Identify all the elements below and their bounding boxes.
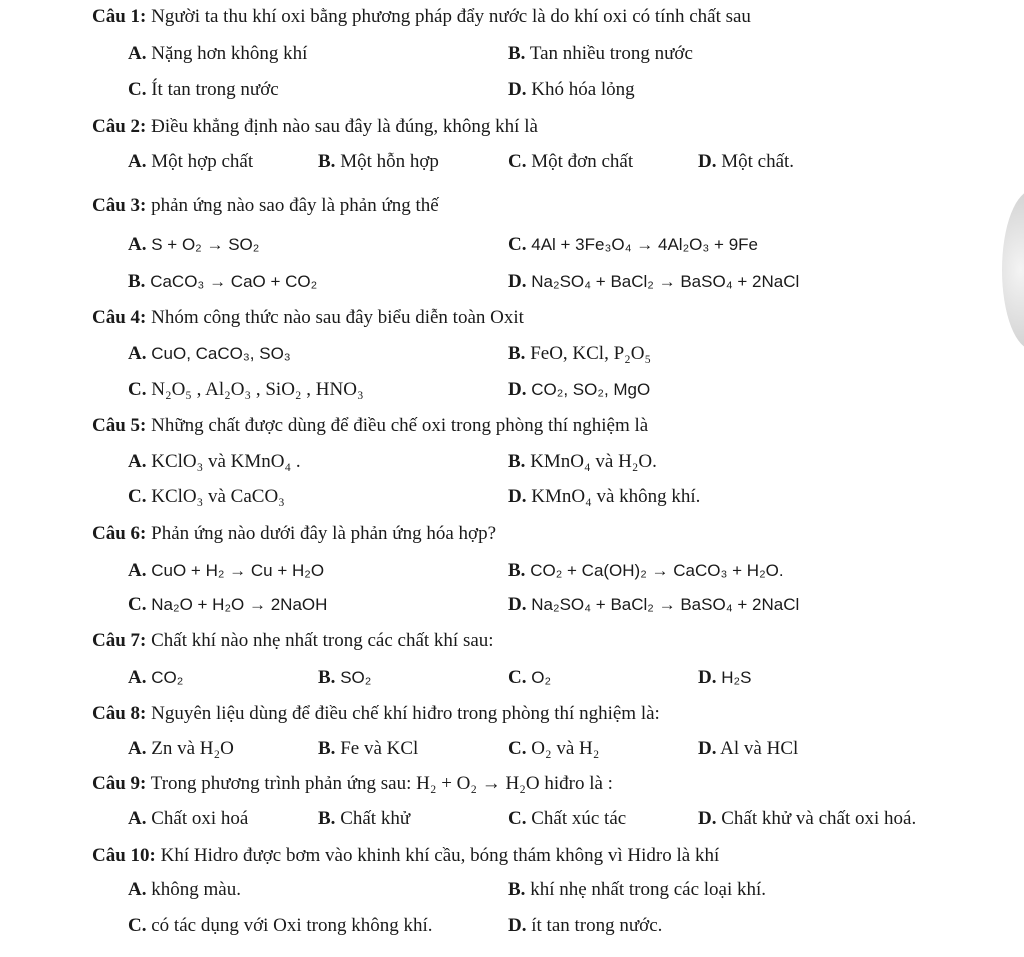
option-2c: C. Một đơn chất: [508, 151, 634, 172]
question-8: [92, 703, 660, 725]
option-8a: A. Zn và H₂O: [128, 738, 234, 759]
question-number: Câu 10:: [92, 845, 156, 866]
option-3a: A. S + O₂ → SO₂: [128, 234, 260, 255]
question-number: Câu 7:: [92, 630, 147, 651]
option-3d: D. Na₂SO₄ + BaCl₂ → BaSO₄ + 2NaCl: [508, 271, 800, 292]
option-7a: A. CO₂: [128, 667, 184, 688]
option-7b: B. SO₂: [318, 667, 372, 688]
equation: CaCO₃ → CaO + CO₂: [150, 272, 318, 291]
option-6c: C. Na₂O + H₂O → 2NaOH: [128, 594, 328, 615]
option-8c: C. O₂ và H₂: [508, 738, 600, 759]
question-number: Câu 1:: [92, 6, 147, 27]
question-text: Nguyên liệu dùng để điều chế khí hiđro trong phòng thí nghiệm là:: [146, 703, 660, 724]
question-text: Chất khí nào nhẹ nhất trong các chất khí sau:: [146, 630, 494, 651]
option-2a: A. Một hợp chất: [128, 151, 254, 172]
option-5a: A. KClO₃ và KMnO₄ .: [128, 451, 301, 472]
question-7: [92, 630, 494, 652]
question-6: [92, 523, 496, 545]
question-1: [92, 6, 751, 28]
option-1d: D. Khó hóa lỏng: [508, 79, 635, 100]
equation: Na₂SO₄ + BaCl₂ → BaSO₄ + 2NaCl: [531, 272, 800, 291]
option-3b: B. CaCO₃ → CaO + CO₂: [128, 271, 318, 292]
question-text: Người ta thu khí oxi bằng phương pháp đẩy nước là do khí oxi có tính chất sau: [146, 6, 751, 27]
option-5b: B. KMnO₄ và H₂O.: [508, 451, 657, 472]
question-text: Trong phương trình phản ứng sau: H₂ + O₂ → H₂O hiđro là :: [146, 773, 613, 794]
option-1b: B. Tan nhiều trong nước: [508, 43, 693, 64]
option-9a: A. Chất oxi hoá: [128, 808, 249, 829]
question-text: Phản ứng nào dưới đây là phản ứng hóa hợp?: [146, 523, 497, 544]
option-4a: A. CuO, CaCO₃, SO₃: [128, 343, 291, 364]
question-text: Những chất được dùng để điều chế oxi trong phòng thí nghiệm là: [146, 415, 649, 436]
option-8d: D. Al và HCl: [698, 738, 799, 759]
option-9d: D. Chất khử và chất oxi hoá.: [698, 808, 917, 829]
equation: 4Al + 3Fe₃O₄ → 4Al₂O₃ + 9Fe: [531, 235, 758, 254]
question-number: Câu 3:: [92, 195, 147, 216]
question-number: Câu 5:: [92, 415, 147, 436]
equation: S + O₂ → SO₂: [151, 235, 260, 254]
option-7c: C. O₂: [508, 667, 552, 688]
question-5: [92, 415, 648, 437]
question-9: [92, 773, 613, 795]
option-10d: D. ít tan trong nước.: [508, 915, 663, 936]
question-number: Câu 9:: [92, 773, 147, 794]
question-text: Điều khẳng định nào sau đây là đúng, không khí là: [146, 116, 538, 137]
question-text: phản ứng nào sao đây là phản ứng thế: [146, 195, 439, 216]
option-8b: B. Fe và KCl: [318, 738, 419, 759]
option-9b: B. Chất khử: [318, 808, 411, 829]
option-2b: B. Một hỗn hợp: [318, 151, 439, 172]
question-number: Câu 8:: [92, 703, 147, 724]
question-number: Câu 2:: [92, 116, 147, 137]
option-1a: A. Nặng hơn không khí: [128, 43, 308, 64]
option-4b: B. FeO, KCl, P₂O₅: [508, 343, 652, 364]
option-4d: D. CO₂, SO₂, MgO: [508, 379, 651, 400]
option-6a: A. CuO + H₂ → Cu + H₂O: [128, 560, 325, 581]
question-number: Câu 4:: [92, 307, 147, 328]
option-7d: D. H₂S: [698, 667, 752, 688]
question-text: Nhóm công thức nào sau đây biểu diễn toàn Oxit: [146, 307, 524, 328]
option-4c: C. N₂O₅ , Al₂O₃ , SiO₂ , HNO₃: [128, 379, 364, 400]
option-6d: D. Na₂SO₄ + BaCl₂ → BaSO₄ + 2NaCl: [508, 594, 800, 615]
question-10: [92, 845, 719, 867]
question-text: Khí Hidro được bơm vào khinh khí cầu, bóng thám không vì Hidro là khí: [155, 845, 720, 866]
option-9c: C. Chất xúc tác: [508, 808, 627, 829]
option-6b: B. CO₂ + Ca(OH)₂ → CaCO₃ + H₂O.: [508, 560, 784, 581]
question-3: [92, 195, 439, 217]
option-10b: B. khí nhẹ nhất trong các loại khí.: [508, 879, 767, 900]
option-5d: D. KMnO₄ và không khí.: [508, 486, 701, 507]
question-4: [92, 307, 524, 329]
option-2d: D. Một chất.: [698, 151, 795, 172]
question-2: [92, 116, 538, 138]
option-1c: C. Ít tan trong nước: [128, 79, 279, 100]
question-number: Câu 6:: [92, 523, 147, 544]
option-3c: C. 4Al + 3Fe₃O₄ → 4Al₂O₃ + 9Fe: [508, 234, 758, 255]
option-5c: C. KClO₃ và CaCO₃: [128, 486, 285, 507]
option-10a: A. không màu.: [128, 879, 241, 900]
page-curl-shadow: [1002, 190, 1024, 350]
option-10c: C. có tác dụng với Oxi trong không khí.: [128, 915, 433, 936]
